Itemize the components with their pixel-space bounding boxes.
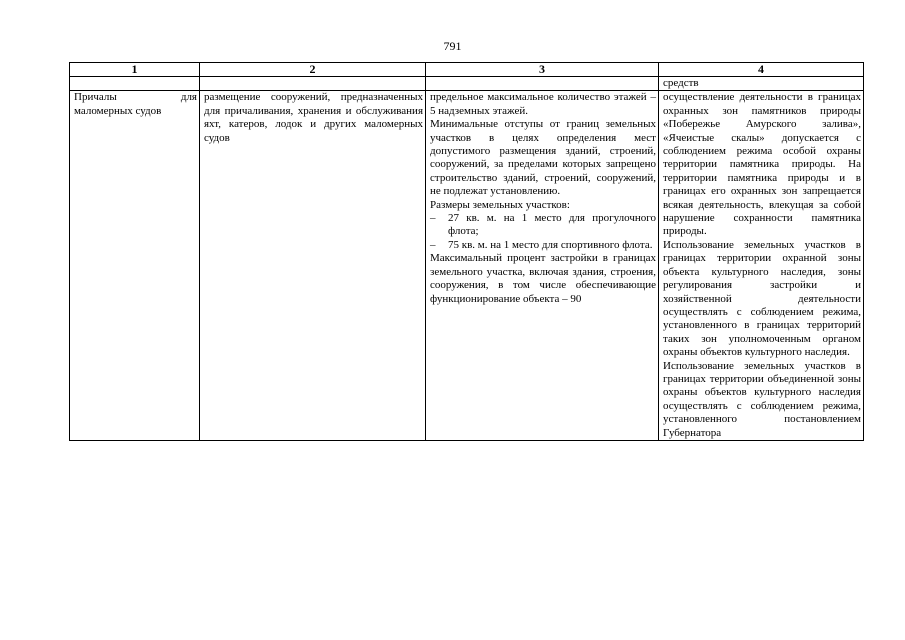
list-item xyxy=(430,239,656,252)
list-dash: – xyxy=(430,238,436,251)
continuation-cell-4: средств xyxy=(659,77,864,91)
header-row xyxy=(70,63,864,77)
parameters-cell xyxy=(426,91,659,441)
continuation-cell-3 xyxy=(426,77,659,91)
land-use-type: Причалы для маломерных судов xyxy=(74,91,197,117)
column-header-1: 1 xyxy=(70,63,200,77)
description-cell xyxy=(200,91,426,441)
build-percent-text: Максимальный процент застройки в границах земельного участка, включая здания, строения, сооружения, в том числе обеспечивающие функционирование объекта – 90 xyxy=(430,252,656,305)
column-header-4: 4 xyxy=(659,63,864,77)
table-row xyxy=(70,91,864,441)
max-floors-text: предельное максимальное количество этажей – 5 надземных этажей. xyxy=(430,91,656,117)
nature-monument-text: осуществление деятельности в границах охранных зон памятников природы «Побережье Амурского залива», «Ячеистые скалы» допускается с соблюдением режима особой охраны территории памятника природы. На территории памятника природы и в границах его охранных зон запрещается всякая деятельность, влекущая за собой нарушение сохранности памятника природы. xyxy=(663,91,861,238)
column-header-2: 2 xyxy=(200,63,426,77)
page-number: 791 xyxy=(443,39,462,53)
plot-sizes-heading: Размеры земельных участков: xyxy=(430,198,570,211)
restrictions-cell xyxy=(659,91,864,441)
land-use-type-cell xyxy=(70,91,200,441)
use-description: размещение сооружений, предназначенных для причаливания, хранения и обслуживания яхт, катеров, лодок и других маломерных судов xyxy=(204,91,423,144)
setbacks-text: Минимальные отступы от границ земельных участков в целях определения мест допустимого размещения зданий, строений, сооружений, за пределами которых запрещено строительство зданий, строений, сооружений, не подлежат установлению. xyxy=(430,118,656,198)
list-item-text: 75 кв. м. на 1 место для спортивного флота. xyxy=(448,238,653,251)
list-item-text: 27 кв. м. на 1 место для прогулочного флота; xyxy=(448,212,656,238)
regulations-table xyxy=(69,62,864,441)
list-item xyxy=(430,212,656,239)
heritage-zone-text: Использование земельных участков в границах территории охранной зоны объекта культурного наследия, зоны регулирования застройки и хозяйственной деятельности осуществлять с соблюдением режима, установленного в границах территорий таких зон уполномоченным органом охраны объектов культурного наследия. xyxy=(663,238,861,359)
continuation-cell-1 xyxy=(70,77,200,91)
united-zone-text: Использование земельных участков в границах территории объединенной зоны охраны объектов культурного наследия осуществлять с соблюдением режима, установленного постановлением Губернатора xyxy=(663,359,861,439)
continuation-cell-2 xyxy=(200,77,426,91)
continuation-row xyxy=(70,77,864,91)
list-dash: – xyxy=(430,212,436,225)
column-header-3: 3 xyxy=(426,63,659,77)
